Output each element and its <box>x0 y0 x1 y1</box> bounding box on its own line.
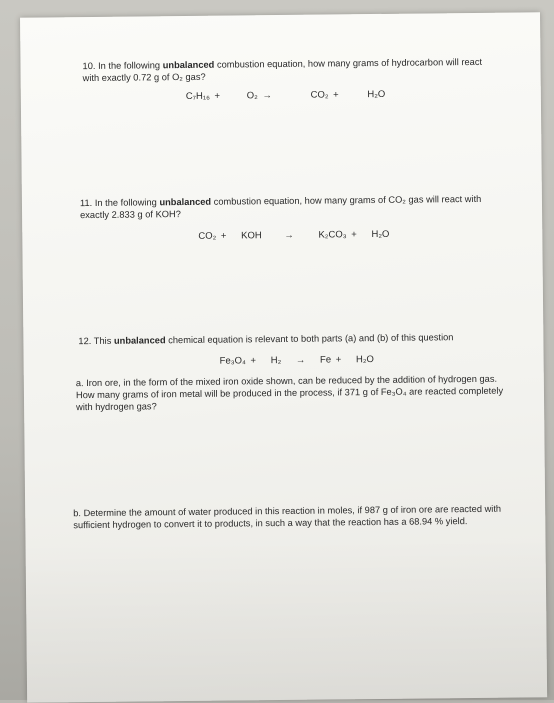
question-11-pre: In the following <box>94 197 157 208</box>
question-12-part-b: b. Determine the amount of water produced in this reaction in moles, if 987 g of iron ore are reacted with sufficient hydrogen to convert it to products, in such a way that the reaction has a 68.94 % yield. <box>73 503 502 531</box>
question-10-text <box>82 56 482 84</box>
eq11-arrow: → <box>284 229 294 241</box>
question-11-text <box>80 193 500 221</box>
question-12-bold: unbalanced <box>113 335 166 346</box>
eq12-term-4: H₂O <box>355 354 374 366</box>
question-10-pre: In the following <box>98 60 161 71</box>
question-10-post: combustion equation, how many grams of hydrocarbon will react with exactly 0.72 g of O₂ gas? <box>82 56 483 84</box>
eq11-term-1: CO₂ + <box>198 230 227 242</box>
eq11-term-2: KOH <box>241 230 262 242</box>
question-11-number: 11. <box>79 197 93 209</box>
question-10-bold: unbalanced <box>162 59 215 71</box>
question-11-bold: unbalanced <box>159 196 212 208</box>
question-12-equation <box>220 354 384 367</box>
page-shadow <box>26 537 548 702</box>
eq12-term-2: H₂ <box>270 355 282 367</box>
eq12-arrow: → <box>295 354 306 366</box>
question-11-post: combustion equation, how many grams of CO₂ gas will react with exactly 2.833 g of KOH? <box>80 193 482 221</box>
question-12-number: 12. <box>78 335 92 347</box>
eq10-term-1: C₇H₁₆ + <box>185 90 221 102</box>
eq10-term-4: H₂O <box>367 88 386 101</box>
question-10-number: 10. <box>82 60 96 72</box>
eq10-term-2: O₂ → <box>246 90 272 102</box>
question-12-pre: This <box>93 335 112 346</box>
question-10-equation <box>186 89 396 102</box>
question-12-text <box>78 331 508 348</box>
eq12-term-3: Fe + <box>319 354 342 366</box>
eq10-term-3: CO₂ + <box>310 89 339 101</box>
eq12-term-1: Fe₃O₄ + <box>219 355 257 367</box>
question-11-equation <box>198 229 399 242</box>
question-12-post: chemical equation is relevant to both parts (a) and (b) of this question <box>168 332 454 346</box>
eq11-term-4: H₂O <box>371 228 390 241</box>
eq11-term-3: K₂CO₃ + <box>318 229 357 241</box>
worksheet-page <box>20 12 547 702</box>
question-12-part-a: a. Iron ore, in the form of the mixed iron oxide shown, can be reduced by the addition of hydrogen gas. How many grams of iron metal will be produced in the process, if 371 g of Fe₃O₄ are reacted completely with hydrogen gas? <box>75 373 504 413</box>
